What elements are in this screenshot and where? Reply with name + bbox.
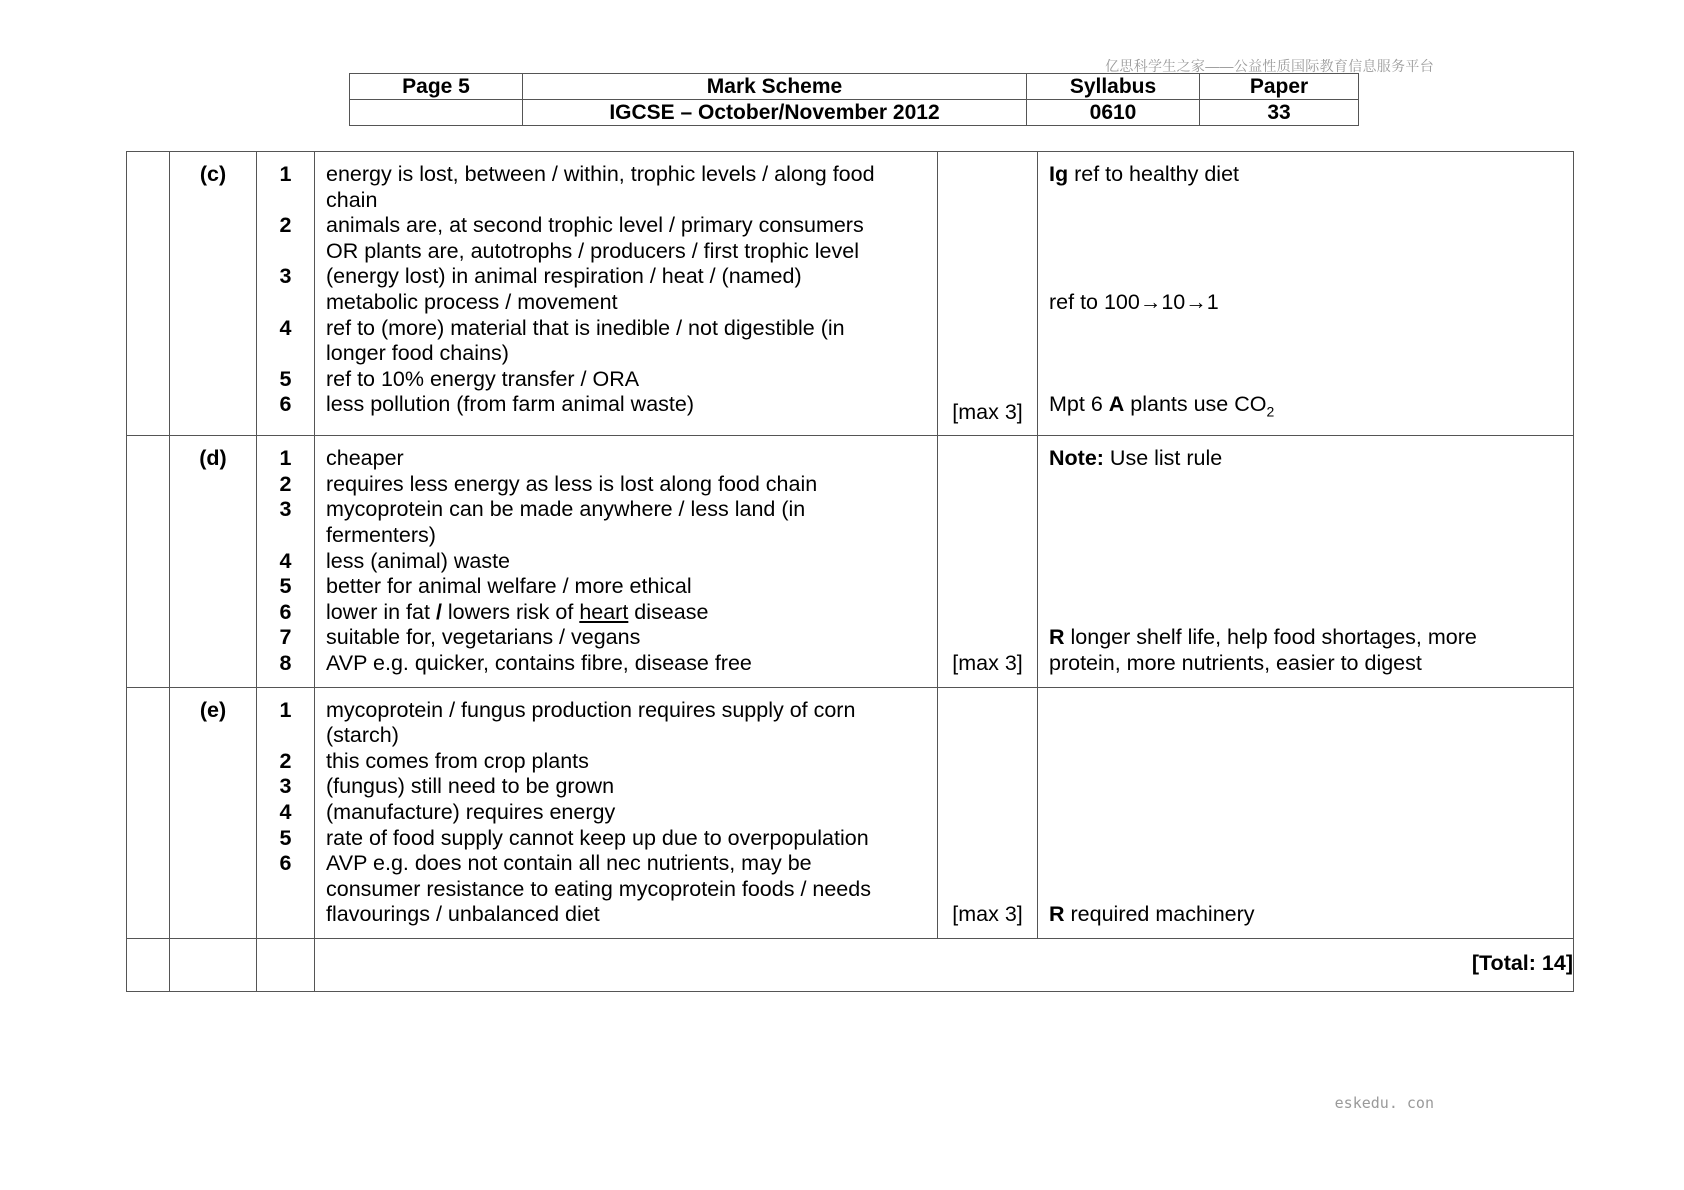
answer-cell: cheaper requires less energy as less is lost along food chain mycoprotein can be made anywhere / less land (in fermenters) less (animal) waste better for animal welfare / more ethical lower in fat / lowers risk of heart disease suitable for, vegetarians / vegans AVP e.g. quicker, contains fibre, disease free (315, 436, 938, 687)
exam-session: IGCSE – October/November 2012 (523, 100, 1027, 126)
total-row (127, 938, 1574, 991)
section-d-row (127, 436, 1574, 687)
guidance-cell: Note: Use list rule R longer shelf life, help food shortages, more protein, more nutrients, easier to digest (1038, 436, 1574, 687)
mark-cell: [max 3] (938, 436, 1038, 687)
mark-scheme-table (126, 151, 1574, 992)
guidance-cell: Ig ref to healthy diet ref to 100→10→1 Mpt 6 A plants use $CO_2$ (1038, 152, 1574, 436)
paper-number: 33 (1200, 100, 1359, 126)
point-numbers: 1 2 3 4 5 6 (257, 152, 315, 436)
part-label: (d) (170, 436, 257, 687)
question-cell (127, 938, 170, 991)
mark-cell: [max 3] (938, 152, 1038, 436)
document-title: Mark Scheme (523, 74, 1027, 100)
answer-cell: mycoprotein / fungus production requires supply of corn (starch) this comes from crop plants (fungus) still need to be grown (manufacture) requires energy rate of food supply cannot keep up due to overpopulation AVP e.g. does not contain all nec nutrients, may be consumer resistance to eating mycoprotein foods / needs flavourings / unbalanced diet (315, 687, 938, 938)
question-cell (127, 687, 170, 938)
syllabus-label: Syllabus (1027, 74, 1200, 100)
syllabus-code: 0610 (1027, 100, 1200, 126)
point-numbers (257, 938, 315, 991)
question-cell (127, 152, 170, 436)
answer-cell: energy is lost, between / within, trophic levels / along food chain animals are, at second trophic level / primary consumers OR plants are, autotrophs / producers / first trophic level (energy lost) in animal respiration / heat / (named) metabolic process / movement ref to (more) material that is inedible / not digestible (in longer food chains) ref to 10% energy transfer / ORA less pollution (from farm animal waste) (315, 152, 938, 436)
question-cell (127, 436, 170, 687)
part-label: (e) (170, 687, 257, 938)
guidance-cell: R required machinery (1038, 687, 1574, 938)
part-label: (c) (170, 152, 257, 436)
section-e-row (127, 687, 1574, 938)
part-label (170, 938, 257, 991)
mark-cell: [max 3] (938, 687, 1038, 938)
header-blank (350, 100, 523, 126)
point-numbers: 1 2 3 4 5 6 (257, 687, 315, 938)
watermark-top: 亿思科学生之家——公益性质国际教育信息服务平台 (1105, 58, 1434, 74)
point-numbers: 1 2 3 4 5 6 7 8 (257, 436, 315, 687)
paper-label: Paper (1200, 74, 1359, 100)
watermark-bottom: eskedu. con (1334, 1094, 1434, 1112)
page-number: Page 5 (350, 74, 523, 100)
header-table (349, 73, 1359, 126)
total-marks: [Total: 14] (315, 938, 1574, 991)
section-c-row (127, 152, 1574, 436)
